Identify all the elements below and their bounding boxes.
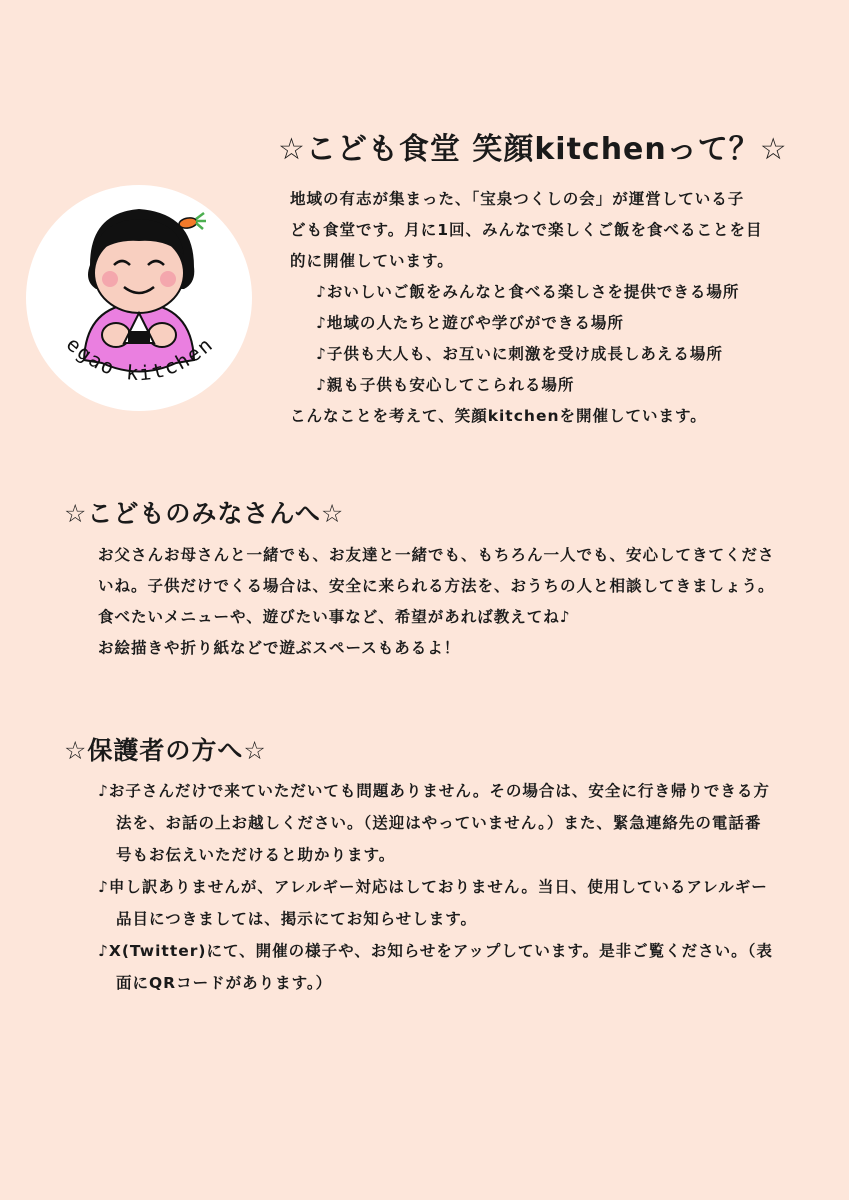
- kids-section: [98, 540, 798, 664]
- parents-section: [98, 775, 798, 999]
- intro-bullet: ♪地域の人たちと遊びや学びができる場所: [316, 314, 624, 332]
- parents-item-line: 面にQRコードがあります。）: [116, 974, 333, 992]
- kids-line: お絵描きや折り紙などで遊ぶスペースもあるよ！: [98, 639, 461, 657]
- intro-section: [290, 184, 810, 432]
- parents-title: ☆保護者の方へ☆: [64, 736, 267, 765]
- kids-line: お父さんお母さんと一緒でも、お友達と一緒でも、もちろん一人でも、安心してきてくださ: [98, 546, 775, 564]
- mascot-illustration: [26, 185, 252, 411]
- intro-title: ☆こども食堂 笑顔kitchenって？☆: [278, 132, 788, 167]
- intro-line: ども食堂です。月に1回、みんなで楽しくご飯を食べることを目: [290, 221, 763, 239]
- intro-closing: こんなことを考えて、笑顔kitchenを開催しています。: [290, 407, 707, 425]
- kids-line: いね。子供だけでくる場合は、安全に来られる方法を、おうちの人と相談してきましょう。: [98, 577, 775, 595]
- parents-item-line: 法を、お話の上お越しください。（送迎はやっていません。）また、緊急連絡先の電話番: [116, 814, 762, 832]
- egao-kitchen-logo: [26, 185, 252, 411]
- intro-line: 地域の有志が集まった、「宝泉つくしの会」が運営している子: [290, 190, 745, 208]
- parents-item-line: 号もお伝えいただけると助かります。: [116, 846, 396, 864]
- logo-caption: egao kitchen: [61, 331, 219, 386]
- intro-bullet: ♪おいしいご飯をみんなと食べる楽しさを提供できる場所: [316, 283, 740, 301]
- parents-item-line: ♪申し訳ありませんが、アレルギー対応はしておりません。当日、使用しているアレルギー: [98, 878, 768, 896]
- intro-bullet: ♪子供も大人も、お互いに刺激を受け成長しあえる場所: [316, 345, 723, 363]
- parents-item-line: ♪お子さんだけで来ていただいても問題ありません。その場合は、安全に行き帰りできる方: [98, 782, 770, 800]
- parents-item-line: 品目につきましては、掲示にてお知らせします。: [116, 910, 477, 928]
- kids-line: 食べたいメニューや、遊びたい事など、希望があれば教えてね♪: [98, 608, 571, 626]
- parents-item-line: ♪X(Twitter)にて、開催の様子や、お知らせをアップしています。是非ご覧ください。（表: [98, 942, 773, 960]
- intro-line: 的に開催しています。: [290, 252, 454, 270]
- kids-title: ☆こどものみなさんへ☆: [64, 499, 345, 528]
- intro-bullet: ♪親も子供も安心してこられる場所: [316, 376, 575, 394]
